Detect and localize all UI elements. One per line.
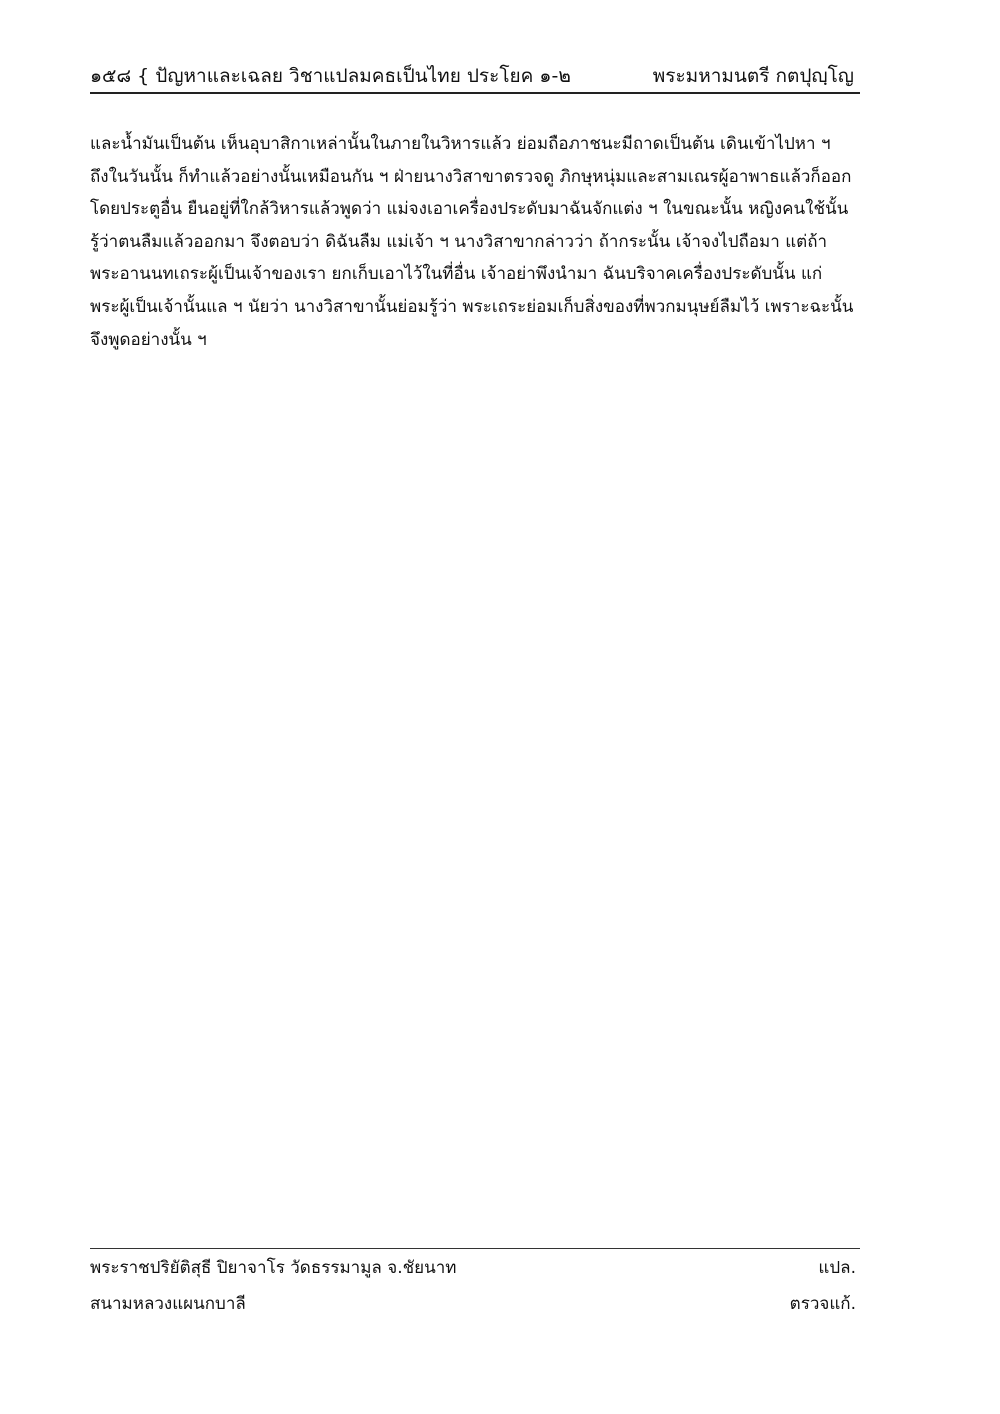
footer-reviewer-row bbox=[90, 1290, 860, 1326]
running-header-author: พระมหามนตรี กตปุญฺโญ bbox=[652, 65, 854, 87]
reviewer-role: ตรวจแก้. bbox=[789, 1294, 856, 1314]
body-line: ถึงในวันนั้น ก็ทำแล้วอย่างนั้นเหมือนกัน ฯ ฝ่ายนางวิสาขาตรวจดู ภิกษุหนุ่มและสามเณรผู้อาพาธแล้วก็ออก bbox=[90, 166, 852, 187]
translator-role: แปล. bbox=[818, 1258, 856, 1278]
page-footer bbox=[90, 1254, 860, 1326]
running-header-title: ๑๕๘ { ปัญหาและเฉลย วิชาแปลมคธเป็นไทย ประโยค ๑-๒ bbox=[90, 65, 571, 87]
footer-divider bbox=[90, 1248, 860, 1249]
body-paragraph bbox=[90, 128, 865, 356]
body-line: พระอานนทเถระผู้เป็นเจ้าของเรา ยกเก็บเอาไว้ในที่อื่น เจ้าอย่าพึงนำมา ฉันบริจาคเครื่องประดับนั้น แก่ bbox=[90, 264, 823, 285]
footer-translator-row bbox=[90, 1254, 860, 1290]
body-line: พระผู้เป็นเจ้านั้นแล ฯ นัยว่า นางวิสาขานั้นย่อมรู้ว่า พระเถระย่อมเก็บสิ่งของที่พวกมนุษย์ลืมไว้ เพราะฉะนั้น bbox=[90, 296, 854, 317]
body-line: โดยประตูอื่น ยืนอยู่ที่ใกล้วิหารแล้วพูดว่า แม่จงเอาเครื่องประดับมาฉันจักแต่ง ฯ ในขณะนั้น หญิงคนใช้นั้น bbox=[90, 199, 849, 220]
body-line: จึงพูดอย่างนั้น ฯ bbox=[90, 329, 207, 350]
translator-name: พระราชปริยัติสุธี ปิยาจาโร วัดธรรมามูล จ.ชัยนาท bbox=[90, 1258, 457, 1278]
reviewer-name: สนามหลวงแผนกบาลี bbox=[90, 1294, 246, 1314]
body-line: รู้ว่าตนลืมแล้วออกมา จึงตอบว่า ดิฉันลืม แม่เจ้า ฯ นางวิสาขากล่าวว่า ถ้ากระนั้น เจ้าจงไปถือมา แต่ถ้า bbox=[90, 231, 828, 252]
body-line: และน้ำมันเป็นต้น เห็นอุบาสิกาเหล่านั้นในภายในวิหารแล้ว ย่อมถือภาชนะมีถาดเป็นต้น เดินเข้าไปหา ฯ bbox=[90, 134, 831, 154]
page-header bbox=[90, 62, 860, 94]
header-divider bbox=[90, 92, 860, 94]
